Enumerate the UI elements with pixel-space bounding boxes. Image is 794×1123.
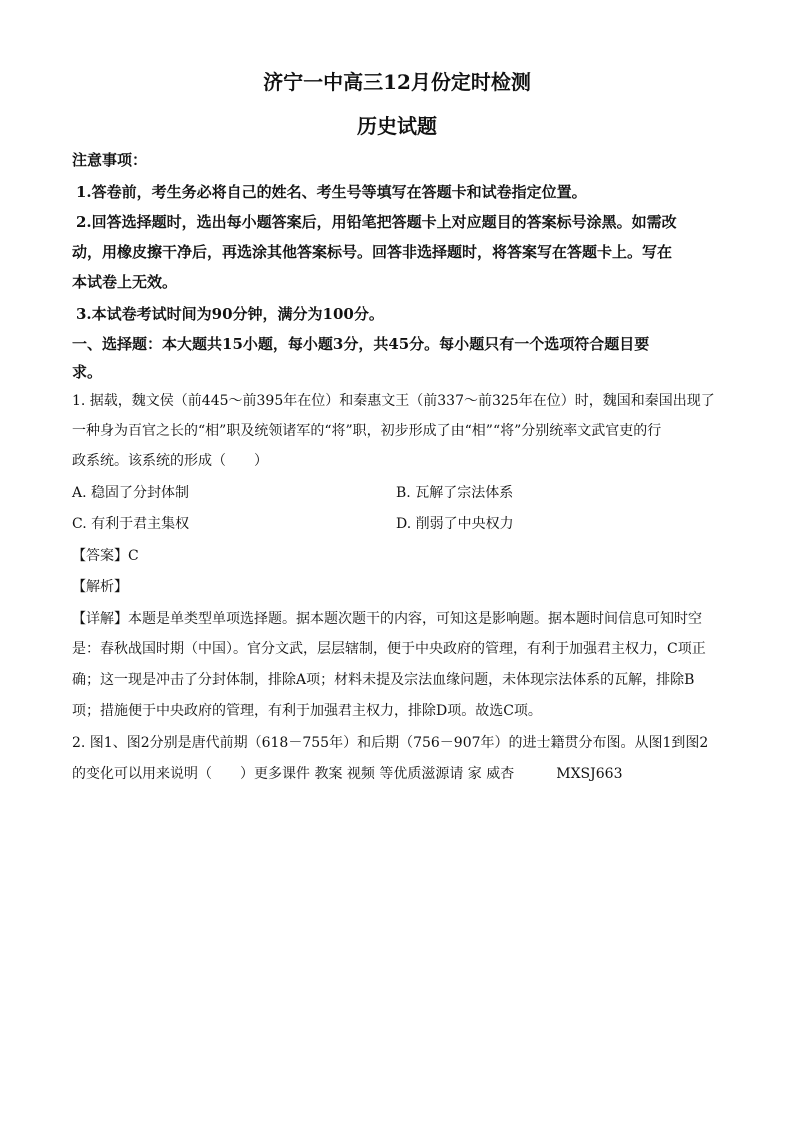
detail-line: 【详解】本题是单类型单项选择题。据本题次题干的内容，可知这是影响题。据本题时间信息可知时空 <box>72 611 702 627</box>
option-d: D. 削弱了中央权力 <box>396 516 514 532</box>
question-stem: 2. 图1、图2分别是唐代前期（618－755年）和后期（756－907年）的进士籍贯分布图。从图1到图2 <box>72 735 709 751</box>
page-subtitle: 历史试题 <box>357 114 437 138</box>
notice-heading: 注意事项： <box>72 151 148 169</box>
analysis-label: 【解析】 <box>72 579 128 595</box>
question-stem: 的变化可以用来说明（ ）更多课件 教案 视频 等优质滋源请 家 威杏 MXSJ663 <box>72 766 623 782</box>
notice-line: 动，用橡皮擦干净后，再选涂其他答案标号。回答非选择题时，将答案写在答题卡上。写在 <box>72 243 673 261</box>
question-stem: 1. 据载，魏文侯（前445～前395年在位）和秦惠文王（前337～前325年在位）时，魏国和秦国出现了 <box>72 393 715 409</box>
page-title: 济宁一中高三12月份定时检测 <box>263 70 531 94</box>
option-c: C. 有利于君主集权 <box>72 516 190 532</box>
question-stem: 一种身为百官之长的“相”职及统领诸军的“将”职，初步形成了由“相”“将”分别统率文武官吏的行 <box>72 423 662 439</box>
section-heading: 求。 <box>72 363 103 381</box>
detail-line: 项；措施便于中央政府的管理，有利于加强君主权力，排除D项。故选C项。 <box>72 703 542 719</box>
notice-line: 本试卷上无效。 <box>72 273 178 291</box>
detail-line: 是：春秋战国时期（中国）。官分文武，层层辖制，便于中央政府的管理，有利于加强君主权力，C项正 <box>72 641 706 657</box>
detail-line: 确；这一现是冲击了分封体制，排除A项；材料未提及宗法血缘问题，未体现宗法体系的瓦解，排除B <box>72 672 695 688</box>
notice-line: 2.回答选择题时，选出每小题答案后，用铅笔把答题卡上对应题目的答案标号涂黑。如需改 <box>76 213 677 231</box>
notice-line: 3.本试卷考试时间为90分钟，满分为100分。 <box>76 305 384 323</box>
option-b: B. 瓦解了宗法体系 <box>396 485 514 501</box>
question-stem: 政系统。该系统的形成（ ） <box>72 453 268 469</box>
section-heading: 一、选择题：本大题共15小题，每小题3分，共45分。每小题只有一个选项符合题目要 <box>72 335 650 353</box>
answer-line: 【答案】C <box>72 548 139 564</box>
option-a: A. 稳固了分封体制 <box>72 485 190 501</box>
notice-line: 1.答卷前，考生务必将自己的姓名、考生号等填写在答题卡和试卷指定位置。 <box>76 183 587 201</box>
